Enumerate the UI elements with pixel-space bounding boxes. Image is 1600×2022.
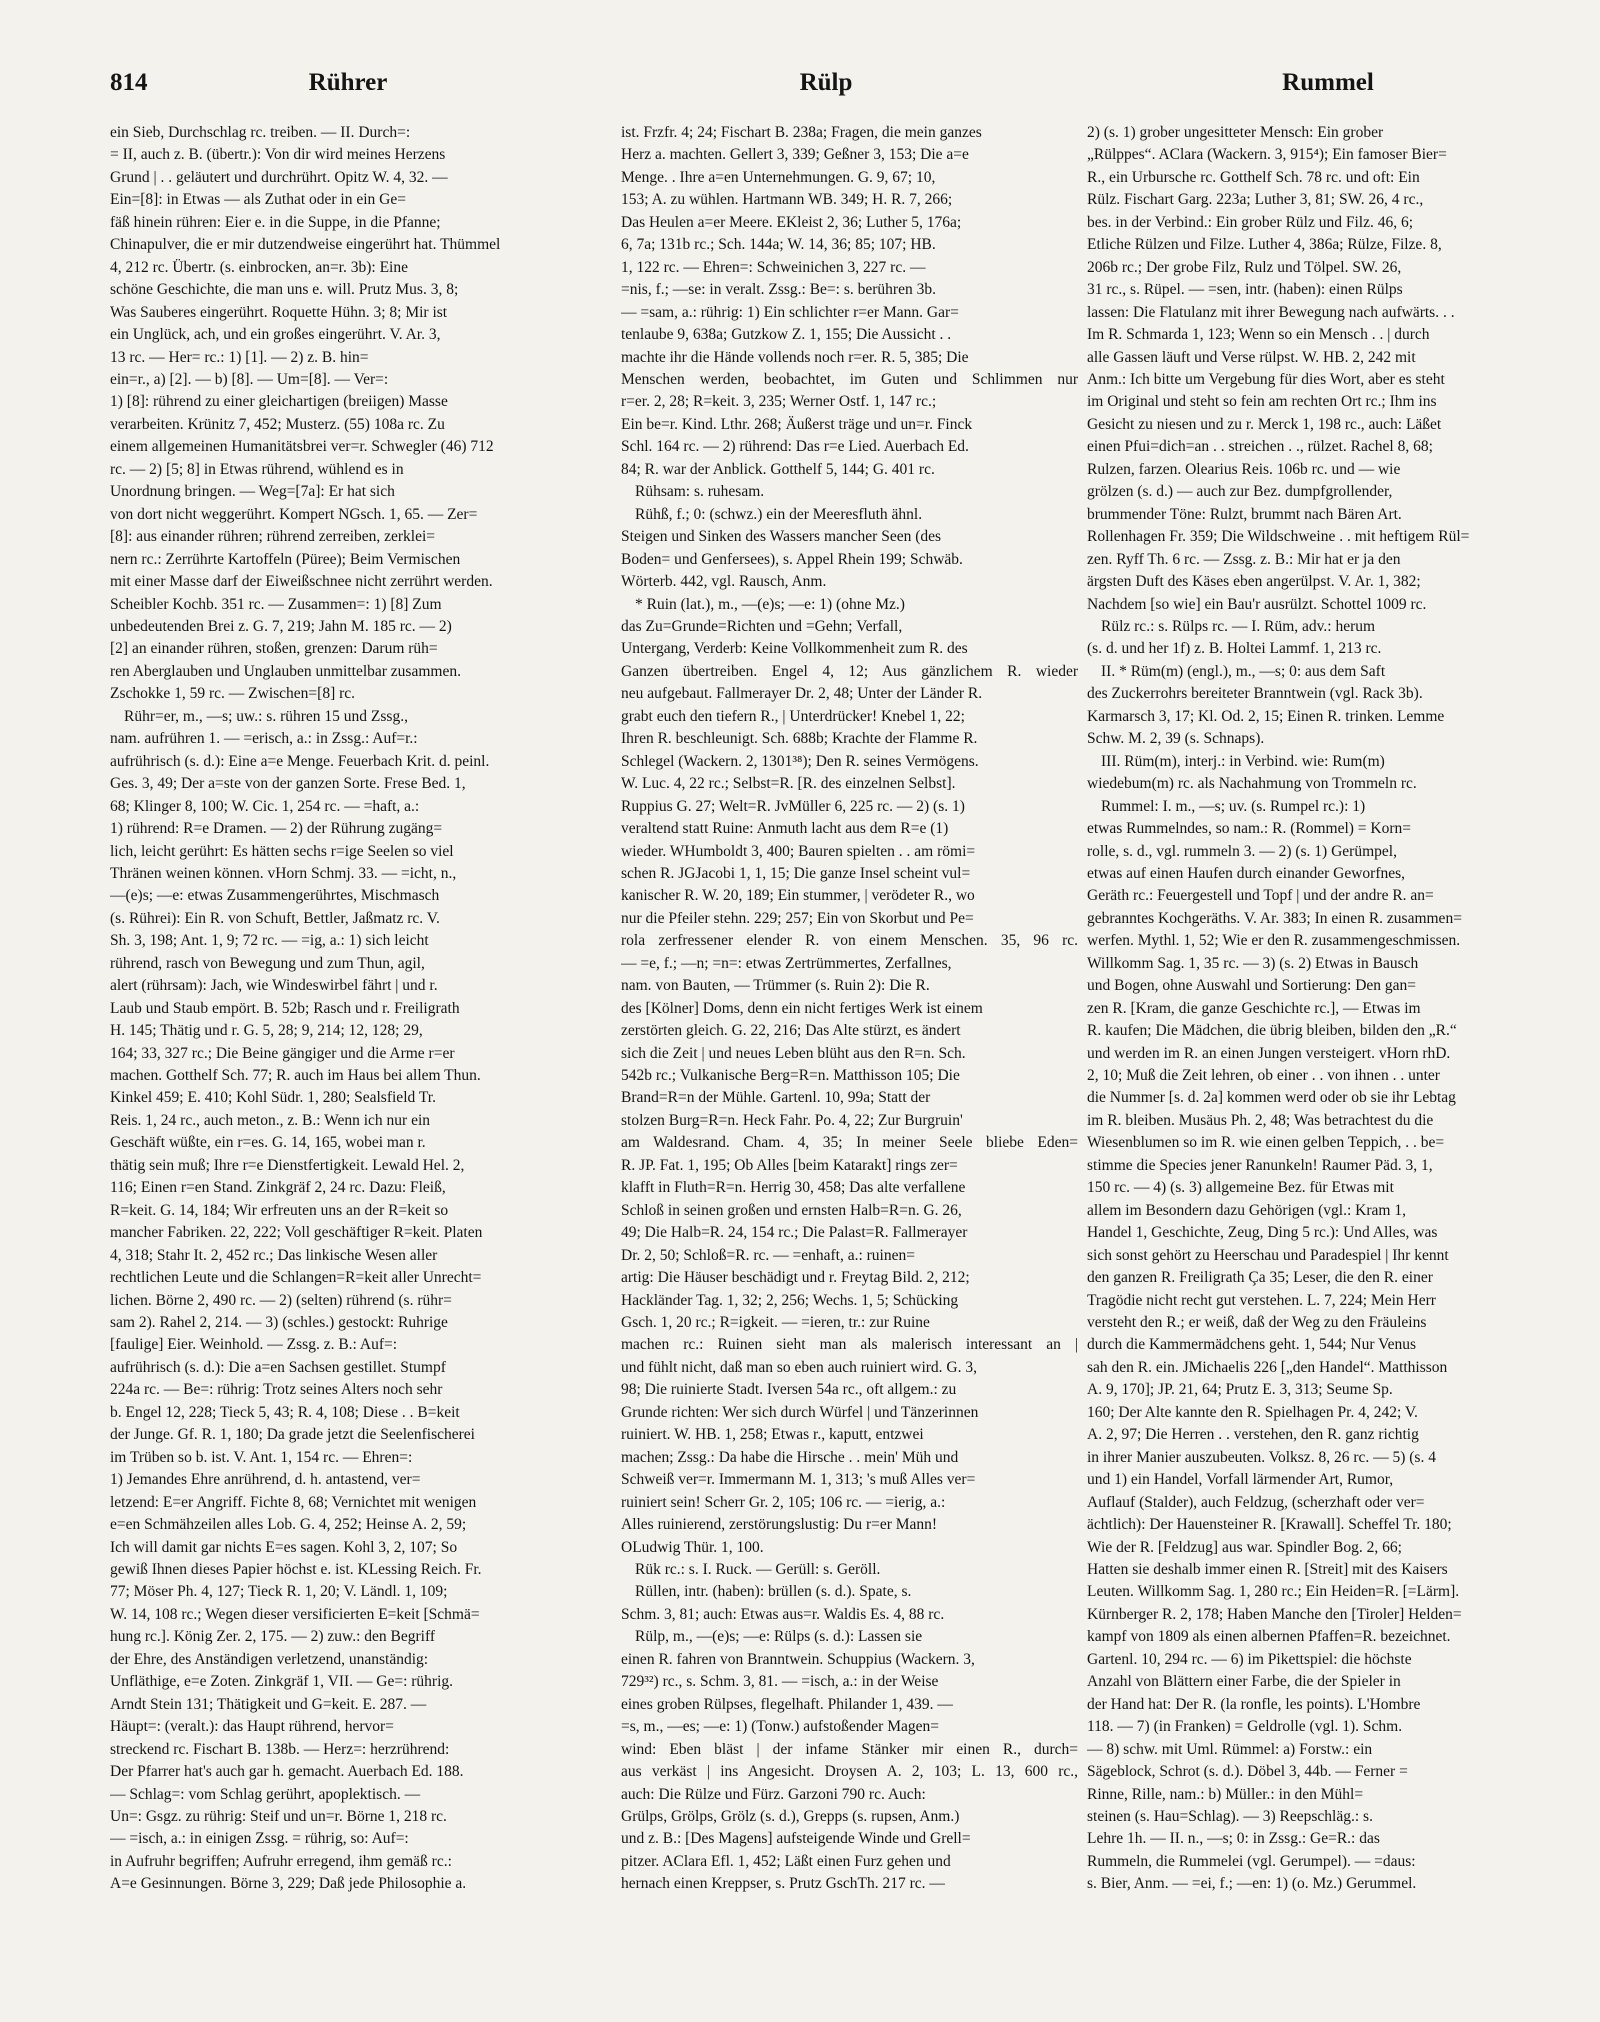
text-line: Scheibler Kochb. 351 rc. — Zusammen=: 1) [8] Zum: [110, 595, 442, 613]
text-line: Rulzen, farzen. Olearius Reis. 106b rc. und — wie: [1087, 460, 1401, 478]
text-line: — 8) schw. mit Uml. Rümmel: a) Forstw.: ein: [1087, 1740, 1373, 1758]
text-line: Rük rc.: s. I. Ruck. — Gerüll: s. Geröll.: [635, 1561, 881, 1578]
text-line: Boden= und Genfersees), s. Appel Rhein 199; Schwäb.: [621, 550, 963, 568]
text-line: W. 14, 108 rc.; Wegen dieser versificierten E=keit [Schmä=: [110, 1605, 480, 1623]
text-line: R=keit. G. 14, 184; Wir erfreuten uns an der R=keit so: [110, 1201, 449, 1219]
text-line: einem allgemeinen Humanitätsbrei ver=r. Schwegler (46) 712: [110, 438, 494, 456]
text-line: zen. Ryff Th. 6 rc. — Zssg. z. B.: Mir hat er ja den: [1087, 550, 1401, 568]
text-line: „Rülppes“. AClara (Wackern. 3, 915⁴); Ein famoser Bier=: [1087, 146, 1447, 164]
text-line: wind: Eben bläst | der infame Stänker mir einen R., durch=: [621, 1740, 1078, 1758]
text-line: — Schlag=: vom Schlag gerührt, apoplektisch. —: [110, 1785, 421, 1803]
text-line: Wörterb. 442, vgl. Rausch, Anm.: [621, 573, 827, 591]
column-2: [621, 122, 1078, 1896]
text-line: und Bogen, ohne Auswahl und Sortierung: Den gan=: [1087, 977, 1417, 995]
text-line: r=er. 2, 28; R=keit. 3, 235; Werner Ostf. 1, 147 rc.;: [621, 393, 937, 411]
text-line: R. kaufen; Die Mädchen, die übrig bleiben, bilden den „R.“: [1087, 1022, 1457, 1040]
text-line: ruiniert sein! Scherr Gr. 2, 105; 106 rc. — =ierig, a.:: [621, 1493, 946, 1511]
text-line: 4, 212 rc. Übertr. (s. einbrocken, an=r. 3b): Eine: [110, 258, 408, 276]
text-line: ruiniert. W. HB. 1, 258; Etwas r., kaputt, entzwei: [621, 1426, 924, 1444]
text-line: kampf von 1809 als einen albernen Pfaffen=R. bezeichnet.: [1087, 1628, 1451, 1646]
text-line: Anm.: Ich bitte um Vergebung für dies Wort, aber es steht: [1087, 370, 1445, 388]
text-line: sich sonst gehört zu Heerschau und Paradespiel | Ihr kennt: [1087, 1246, 1449, 1264]
text-line: machen. Gotthelf Sch. 77; R. auch im Haus bei allem Thun.: [110, 1067, 481, 1085]
text-line: versteht den R.; er weiß, daß der Weg zu den Fräuleins: [1087, 1314, 1427, 1332]
text-line: im Original und steht so fein am rechten Ort rc.; Ihm ins: [1087, 393, 1437, 411]
text-line: Menge. . Ihre a=en Unternehmungen. G. 9, 67; 10,: [621, 168, 936, 186]
text-line: sam 2). Rahel 2, 214. — 3) (schles.) gestockt: Ruhrige: [110, 1314, 448, 1332]
text-line: zen R. [Kram, die ganze Geschichte rc.], — Etwas im: [1087, 999, 1421, 1017]
text-line: unbedeutenden Brei z. G. 7, 219; Jahn M. 185 rc. — 2): [110, 617, 452, 635]
text-line: einen Pfui=dich=an . . streichen . ., rülzet. Rachel 8, 68;: [1087, 438, 1433, 456]
text-line: 1) rührend: R=e Dramen. — 2) der Rührung zugäng=: [110, 820, 443, 838]
text-line: A=e Gesinnungen. Börne 3, 229; Daß jede Philosophie a.: [110, 1875, 467, 1893]
text-line: hung rc.]. König Zer. 2, 175. — 2) zuw.: den Begriff: [110, 1628, 436, 1646]
text-line: Schl. 164 rc. — 2) rührend: Das r=e Lied. Auerbach Ed.: [621, 438, 969, 456]
text-line: Im R. Schmarda 1, 123; Wenn so ein Mensch . . | durch: [1087, 326, 1430, 344]
text-line: Rummeln, die Rummelei (vgl. Gerumpel). — =daus:: [1087, 1852, 1416, 1870]
text-line: rola zerfressener elender R. von einem Menschen. 35, 96 rc.: [621, 932, 1078, 950]
text-line: Handel 1, Geschichte, Zeug, Ding 5 rc.): Und Alles, was: [1087, 1224, 1438, 1242]
text-line: Gartenl. 10, 294 rc. — 6) im Pikettspiel: die höchste: [1087, 1650, 1412, 1668]
text-line: Kürnberger R. 2, 178; Haben Manche den [Tiroler] Helden=: [1087, 1605, 1462, 1623]
text-line: tenlaube 9, 638a; Gutzkow Z. 1, 155; Die Aussicht . .: [621, 326, 952, 344]
text-line: Anzahl von Blättern einer Farbe, die der Spieler in: [1087, 1673, 1401, 1691]
text-line: ren Aberglauben und Unglauben unmittelbar zusammen.: [110, 662, 461, 680]
text-line: mit einer Masse darf der Eiweißschnee nicht zerrührt werden.: [110, 573, 493, 591]
text-line: Schm. 3, 81; auch: Etwas aus=r. Waldis Es. 4, 88 rc.: [621, 1605, 945, 1623]
text-line: [faulige] Eier. Weinhold. — Zssg. z. B.: Auf=:: [110, 1336, 398, 1354]
text-line: 13 rc. — Her= rc.: 1) [1]. — 2) z. B. hin=: [110, 348, 369, 366]
text-line: Das Heulen a=er Meere. EKleist 2, 36; Luther 5, 176a;: [621, 213, 962, 231]
text-line: stimme die Species jener Ranunkeln! Raumer Päd. 3, 1,: [1087, 1156, 1433, 1174]
text-line: Untergang, Verderb: Keine Vollkommenheit zum R. des: [621, 640, 968, 658]
text-line: Rinne, Rille, nam.: b) Müller.: in den Mühl=: [1087, 1785, 1364, 1803]
text-line: Rühr=er, m., —s; uw.: s. rühren 15 und Zssg.,: [124, 707, 408, 725]
text-line: 49; Die Halb=R. 24, 154 rc.; Die Palast=R. Fallmerayer: [621, 1224, 968, 1242]
text-line: III. Rüm(m), interj.: in Verbind. wie: Rum(m): [1101, 752, 1385, 770]
text-line: Chinapulver, die er mir dutzendweise eingerührt hat. Thümmel: [110, 236, 501, 254]
text-line: Laub und Staub empört. B. 52b; Rasch und r. Freiligrath: [110, 999, 460, 1017]
text-line: Alles ruinierend, zerstörungslustig: Du r=er Mann!: [621, 1516, 938, 1534]
text-line: 2) (s. 1) grober ungesitteter Mensch: Ein grober: [1087, 124, 1384, 141]
text-line: OLudwig Thür. 1, 100.: [621, 1538, 764, 1556]
text-line: etwas auf einen Haufen durch einander Geworfnes,: [1087, 864, 1406, 882]
text-line: s. Bier, Anm. — =ei, f.; —en: 1) (o. Mz.) Gerummel.: [1087, 1875, 1417, 1893]
text-line: (s. Rührei): Ein R. von Schuft, Bettler, Jaßmatz rc. V.: [110, 909, 440, 927]
text-line: Herz a. machten. Gellert 3, 339; Geßner 3, 153; Die a=e: [621, 146, 969, 164]
text-line: Schloß in seinen großen und ernsten Halb=R=n. G. 26,: [621, 1201, 962, 1219]
text-line: Geschäft wüßte, ein r=es. G. 14, 165, wobei man r.: [110, 1134, 426, 1152]
text-line: Sh. 3, 198; Ant. 1, 9; 72 rc. — =ig, a.: 1) sich leicht: [110, 932, 429, 950]
text-line: und fühlt nicht, daß man so eben auch ruiniert wird. G. 3,: [621, 1358, 977, 1376]
text-line: Grülps, Grölps, Grölz (s. d.), Grepps (s. rupsen, Anm.): [621, 1807, 960, 1825]
text-line: wieder. WHumboldt 3, 400; Bauren spielten . . am römi=: [621, 842, 976, 860]
text-line: Rülp, m., —(e)s; —e: Rülps (s. d.): Lassen sie: [635, 1628, 923, 1646]
text-line: rührend, rasch von Bewegung und zum Thun, agil,: [110, 954, 425, 972]
text-line: — =e, f.; —n; =n=: etwas Zertrümmertes, Zerfallnes,: [621, 954, 952, 972]
text-line: und werden im R. an einen Jungen versteigert. vHorn rhD.: [1087, 1044, 1451, 1062]
text-line: Grunde richten: Wer sich durch Würfel | und Tänzerinnen: [621, 1403, 979, 1421]
text-line: R. JP. Fat. 1, 195; Ob Alles [beim Katarakt] rings zer=: [621, 1156, 958, 1174]
text-line: Hatten sie deshalb immer einen R. [Streit] mit des Kaisers: [1087, 1561, 1448, 1578]
text-line: ist. Frzfr. 4; 24; Fischart B. 238a; Fragen, die mein ganzes: [621, 124, 982, 141]
text-line: 77; Möser Ph. 4, 127; Tieck R. 1, 20; V. Ländl. 1, 109;: [110, 1583, 448, 1601]
text-line: aus verkäst | ins Angesicht. Droysen A. 2, 103; L. 13, 600 rc.,: [621, 1763, 1078, 1781]
text-line: ächtlich): Der Hauensteiner R. [Krawall]. Scheffel Tr. 180;: [1087, 1516, 1452, 1534]
text-line: (s. d. und her 1f) z. B. Holtei Lammf. 1, 213 rc.: [1087, 640, 1382, 658]
text-line: etwas Rummelndes, so nam.: R. (Rommel) = Korn=: [1087, 820, 1412, 838]
text-line: Karmarsch 3, 17; Kl. Od. 2, 15; Einen R. trinken. Lemme: [1087, 707, 1445, 725]
text-line: H. 145; Thätig und r. G. 5, 28; 9, 214; 12, 128; 29,: [110, 1022, 423, 1040]
text-line: Rollenhagen Fr. 359; Die Wildschweine . . mit heftigem Rül=: [1087, 528, 1470, 546]
text-line: Auflauf (Stalder), auch Feldzug, (scherzhaft oder ver=: [1087, 1493, 1425, 1511]
text-line: eines groben Rülpses, flegelhaft. Philander 1, 439. —: [621, 1695, 953, 1713]
text-line: im Trüben so b. ist. V. Ant. 1, 154 rc. — Ehren=:: [110, 1448, 413, 1466]
text-line: Ges. 3, 49; Der a=ste von der ganzen Sorte. Frese Bed. 1,: [110, 775, 466, 793]
text-line: sah den R. ein. JMichaelis 226 [„den Handel“. Matthisson: [1087, 1358, 1448, 1376]
text-line: der Junge. Gf. R. 1, 180; Da grade jetzt die Seelenfischerei: [110, 1426, 475, 1444]
running-head-right: Rummel: [1282, 69, 1374, 96]
text-line: 729³²) rc., s. Schm. 3, 81. — =isch, a.: in der Weise: [621, 1673, 939, 1691]
text-line: von dort nicht weggerührt. Kompert NGsch. 1, 65. — Zer=: [110, 505, 478, 523]
text-line: Brand=R=n der Mühle. Gartenl. 10, 99a; Statt der: [621, 1089, 931, 1107]
text-line: lich, leicht gerührt: Es hätten sechs r=ige Seelen so viel: [110, 842, 454, 860]
text-line: pitzer. AClara Efl. 1, 452; Läßt einen Furz gehen und: [621, 1852, 951, 1870]
text-line: lichen. Börne 2, 490 rc. — 2) (selten) rührend (s. rühr=: [110, 1291, 452, 1309]
text-line: nur die Pfeiler stehn. 229; 257; Ein von Skorbut und Pe=: [621, 909, 974, 927]
text-line: 116; Einen r=en Stand. Zinkgräf 2, 24 rc. Dazu: Fleiß,: [110, 1179, 446, 1197]
text-line: mancher Fabriken. 22, 222; Voll geschäftiger R=keit. Platen: [110, 1224, 483, 1242]
column-1: [110, 122, 604, 1896]
text-line: klafft in Fluth=R=n. Herrig 30, 458; Das alte verfallene: [621, 1179, 966, 1197]
text-line: ein Unglück, ach, und ein großes eingerührt. V. Ar. 3,: [110, 326, 441, 344]
text-line: rc. — 2) [5; 8] in Etwas rührend, wühlend es in: [110, 460, 404, 478]
text-line: rolle, s. d., vgl. rummeln 3. — 2) (s. 1) Gerümpel,: [1087, 842, 1397, 860]
text-line: Menschen werden, beobachtet, im Guten und Schlimmen nur: [621, 370, 1078, 388]
text-line: Ihren R. beschleunigt. Sch. 688b; Krachte der Flamme R.: [621, 730, 978, 748]
text-line: 2, 10; Muß die Zeit lehren, ob einer . . von ihnen . . unter: [1087, 1067, 1440, 1085]
text-line: ein=r., a) [2]. — b) [8]. — Um=[8]. — Ver=:: [110, 370, 389, 388]
text-line: auch: Die Rülze und Fürz. Garzoni 790 rc. Auch:: [621, 1785, 926, 1803]
text-line: im R. bleiben. Musäus Ph. 2, 48; Was betrachtest du die: [1087, 1111, 1434, 1129]
text-line: hernach einen Kreppser, s. Prutz GschTh. 217 rc. —: [621, 1875, 945, 1893]
text-line: des Zuckerrohrs bereiteter Branntwein (vgl. Rack 3b).: [1087, 685, 1423, 703]
text-line: sich die Zeit | und neues Leben blüht aus den R=n. Sch.: [621, 1044, 966, 1062]
text-line: Unordnung bringen. — Weg=[7a]: Er hat sich: [110, 483, 395, 501]
text-line: in ihrer Manier auszubeuten. Volksz. 8, 26 rc. — 5) (s. 4: [1087, 1448, 1436, 1466]
text-line: II. * Rüm(m) (engl.), m., —s; 0: aus dem Saft: [1101, 662, 1386, 680]
text-line: 118. — 7) (in Franken) = Geldrolle (vgl. 1). Schm.: [1087, 1718, 1403, 1736]
text-line: Lehre 1h. — II. n., —s; 0: in Zssg.: Ge=R.: das: [1087, 1830, 1380, 1848]
text-line: neu aufgebaut. Fallmerayer Dr. 2, 48; Unter der Länder R.: [621, 685, 983, 703]
running-head-center: Rülp: [799, 69, 853, 96]
text-line: brummender Töne: Rulzt, brummt nach Bären Art.: [1087, 505, 1402, 523]
text-line: alert (rührsam): Jach, wie Windeswirbel fährt | und r.: [110, 977, 438, 995]
text-line: 542b rc.; Vulkanische Berg=R=n. Matthisson 105; Die: [621, 1067, 960, 1085]
text-line: Rülz. Fischart Garg. 223a; Luther 3, 81; SW. 26, 4 rc.,: [1087, 191, 1424, 209]
text-line: 6, 7a; 131b rc.; Sch. 144a; W. 14, 36; 85; 107; HB.: [621, 236, 936, 254]
text-line: A. 2, 97; Die Herren . . verstehen, den R. ganz richtig: [1087, 1426, 1419, 1444]
text-line: Was Sauberes eingerührt. Roquette Hühn. 3; 8; Mir ist: [110, 303, 448, 321]
text-line: Rühsam: s. ruhesam.: [635, 483, 765, 501]
running-head-left: Rührer: [308, 69, 388, 96]
text-line: 150 rc. — 4) (s. 3) allgemeine Bez. für Etwas mit: [1087, 1179, 1394, 1197]
text-line: Dr. 2, 50; Schloß=R. rc. — =enhaft, a.: ruinen=: [621, 1246, 915, 1264]
text-line: 224a rc. — Be=: rührig: Trotz seines Alters noch sehr: [110, 1381, 443, 1399]
text-line: ärgsten Duft des Käses eben angerülpst. V. Ar. 1, 382;: [1087, 573, 1421, 591]
text-line: aufrührisch (s. d.): Eine a=e Menge. Feuerbach Krit. d. peinl.: [110, 752, 490, 770]
text-line: des [Kölner] Doms, denn ein nicht fertiges Werk ist einem: [621, 999, 983, 1017]
text-line: Rühß, f.; 0: (schwz.) ein der Meeresfluth ähnl.: [635, 505, 923, 523]
text-line: W. Luc. 4, 22 rc.; Selbst=R. [R. des einzelnen Selbst].: [621, 775, 956, 793]
text-line: machte ihr die Hände vollends noch r=er. R. 5, 385; Die: [621, 348, 969, 366]
text-line: letzend: E=er Angriff. Fichte 8, 68; Vernichtet mit wenigen: [110, 1493, 477, 1511]
text-line: schöne Geschichte, die man uns e. will. Prutz Mus. 3, 8;: [110, 281, 459, 299]
text-line: alle Gassen läuft und Verse rülpst. W. HB. 2, 242 mit: [1087, 348, 1416, 366]
text-line: Schlegel (Wackern. 2, 1301³⁸); Den R. seines Vermögens.: [621, 752, 979, 770]
text-line: 1, 122 rc. — Ehren=: Schweinichen 3, 227 rc. —: [621, 258, 926, 276]
text-line: Ich will damit gar nichts E=es sagen. Kohl 3, 2, 107; So: [110, 1538, 458, 1556]
text-line: in Aufruhr begriffen; Aufruhr erregend, ihm gemäß rc.:: [110, 1852, 452, 1870]
text-line: verarbeiten. Krünitz 7, 452; Musterz. (55) 108a rc. Zu: [110, 415, 445, 433]
text-line: Un=: Gsgz. zu rührig: Steif und un=r. Börne 1, 218 rc.: [110, 1807, 447, 1825]
text-line: Der Pfarrer hat's auch gar h. gemacht. Auerbach Ed. 188.: [110, 1763, 464, 1781]
text-line: * Ruin (lat.), m., —(e)s; —e: 1) (ohne Mz.): [635, 595, 905, 613]
text-line: machen rc.: Ruinen sieht man als malerisch interessant an |: [621, 1336, 1078, 1354]
page-number: 814: [110, 69, 148, 96]
text-line: steinen (s. Hau=Schlag). — 3) Reepschläg.: s.: [1087, 1807, 1373, 1825]
text-line: kanischer R. W. 20, 189; Ein stummer, | verödeter R., wo: [621, 887, 975, 905]
text-line: grölzen (s. d.) — auch zur Bez. dumpfgrollender,: [1087, 483, 1393, 501]
text-line: durch die Kammermädchens geht. 1, 544; Nur Venus: [1087, 1336, 1417, 1354]
text-line: zerstörten gleich. G. 22, 216; Das Alte stürzt, es ändert: [621, 1022, 961, 1040]
text-line: Rüllen, intr. (haben): brüllen (s. d.). Spate, s.: [635, 1583, 912, 1601]
text-line: ein Sieb, Durchschlag rc. treiben. — II. Durch=:: [110, 124, 411, 141]
text-line: thätig sein muß; Ihre r=e Dienstfertigkeit. Lewald Hel. 2,: [110, 1156, 465, 1174]
text-line: Wiesenblumen so im R. wie einen gelben Teppich, . . be=: [1087, 1134, 1445, 1152]
text-line: — =sam, a.: rührig: 1) Ein schlichter r=er Mann. Gar=: [621, 303, 959, 321]
text-line: Steigen und Sinken des Wassers mancher Seen (des: [621, 528, 942, 546]
text-line: 153; A. zu wühlen. Hartmann WB. 349; H. R. 7, 266;: [621, 191, 953, 209]
text-line: Kinkel 459; E. 410; Kohl Südr. 1, 280; Sealsfield Tr.: [110, 1089, 436, 1107]
text-line: 206b rc.; Der grobe Filz, Rulz und Tölpel. SW. 26,: [1087, 258, 1402, 276]
text-line: Rummel: I. m., —s; uv. (s. Rumpel rc.): 1): [1101, 797, 1366, 815]
text-line: e=en Schmähzeilen alles Lob. G. 4, 252; Heinse A. 2, 59;: [110, 1516, 467, 1534]
text-line: einen R. fahren von Branntwein. Schuppius (Wackern. 3,: [621, 1650, 975, 1668]
text-line: schen R. JGJacobi 1, 1, 15; Die ganze Insel scheint vul=: [621, 864, 971, 882]
text-line: die Nummer [s. d. 2a] kommen werd oder ob sie ihr Lebtag: [1087, 1089, 1456, 1107]
text-line: grabt euch den tiefern R., | Unterdrücker! Knebel 1, 22;: [621, 707, 965, 725]
text-line: Etliche Rülzen und Filze. Luther 4, 386a; Rülze, Filze. 8,: [1087, 236, 1442, 254]
text-line: A. 9, 170]; JP. 21, 64; Prutz E. 3, 313; Seume Sp.: [1087, 1381, 1393, 1399]
text-line: 31 rc., s. Rüpel. — =sen, intr. (haben): einen Rülps: [1087, 281, 1403, 299]
text-line: Willkomm Sag. 1, 35 rc. — 3) (s. 2) Etwas in Bausch: [1087, 954, 1419, 972]
text-line: den ganzen R. Freiligrath Ça 35; Leser, die den R. einer: [1087, 1269, 1433, 1287]
text-line: artig: Die Häuser beschädigt und r. Freytag Bild. 2, 212;: [621, 1269, 970, 1287]
text-line: rechtlichen Leute und die Schlangen=R=keit aller Unrecht=: [110, 1269, 482, 1287]
text-line: Ruppius G. 27; Welt=R. JvMüller 6, 225 rc. — 2) (s. 1): [621, 797, 965, 815]
text-line: am Waldesrand. Cham. 4, 35; In meiner Seele bliebe Eden=: [621, 1134, 1078, 1152]
text-line: wiedebum(m) rc. als Nachahmung von Trommeln rc.: [1087, 775, 1417, 793]
text-line: der Hand hat: Der R. (la ronfle, les points). L'Hombre: [1087, 1695, 1421, 1713]
text-line: R., ein Urbursche rc. Gotthelf Sch. 78 rc. und oft: Ein: [1087, 168, 1420, 186]
text-line: Schweiß ver=r. Immermann M. 1, 313; 's muß Alles ver=: [621, 1471, 976, 1489]
text-line: Wie der R. [Feldzug] aus war. Spindler Bog. 2, 66;: [1087, 1538, 1402, 1556]
text-line: Rülz rc.: s. Rülps rc. — I. Rüm, adv.: herum: [1101, 617, 1376, 635]
text-line: allem im Besondern dazu Gehörigen (vgl.: Kram 1,: [1087, 1201, 1406, 1219]
text-line: Gesicht zu niesen und zu r. Merck 1, 198 rc., auch: Läßet: [1087, 415, 1442, 433]
text-line: Nachdem [so wie] ein Bau'r ausrülzt. Schottel 1009 rc.: [1087, 595, 1427, 613]
text-line: Gsch. 1, 20 rc.; R=igkeit. — =ieren, tr.: zur Ruine: [621, 1314, 930, 1332]
text-line: 1) [8]: rührend zu einer gleichartigen (breiigen) Masse: [110, 393, 448, 411]
text-line: —(e)s; —e: etwas Zusammengerührtes, Mischmasch: [110, 887, 440, 905]
text-line: Hackländer Tag. 1, 32; 2, 256; Wechs. 1, 5; Schücking: [621, 1291, 959, 1309]
text-line: — =isch, a.: in einigen Zssg. = rührig, so: Auf=:: [110, 1830, 409, 1848]
column-3: [1087, 122, 1566, 1896]
text-line: veraltend statt Ruine: Anmuth lacht aus dem R=e (1): [621, 820, 949, 838]
text-line: lassen: Die Flatulanz mit ihrer Bewegung nach aufwärts. . .: [1087, 303, 1455, 321]
text-line: 1) Jemandes Ehre anrührend, d. h. antastend, ver=: [110, 1471, 421, 1489]
text-line: Tragödie nicht recht gut verstehen. L. 7, 224; Mein Herr: [1087, 1291, 1436, 1309]
text-line: das Zu=Grunde=Richten und =Gehn; Verfall,: [621, 617, 903, 635]
text-line: und z. B.: [Des Magens] aufsteigende Winde und Grell=: [621, 1830, 971, 1848]
text-line: Ein=[8]: in Etwas — als Zuthat oder in ein Ge=: [110, 191, 406, 209]
text-line: machen; Zssg.: Da habe die Hirsche . . mein' Müh und: [621, 1448, 959, 1466]
text-line: nam. von Bauten, — Trümmer (s. Ruin 2): Die R.: [621, 977, 930, 995]
text-line: 160; Der Alte kannte den R. Spielhagen Pr. 4, 242; V.: [1087, 1403, 1418, 1421]
text-line: fäß hinein rühren: Eier e. in die Suppe, in die Pfanne;: [110, 213, 441, 231]
text-line: 84; R. war der Anblick. Gotthelf 5, 144; G. 401 rc.: [621, 460, 935, 478]
text-line: = II, auch z. B. (übertr.): Von dir wird meines Herzens: [110, 146, 446, 164]
text-line: Sägeblock, Schrot (s. d.). Döbel 3, 44b. — Ferner =: [1087, 1763, 1408, 1781]
text-line: werfen. Mythl. 1, 52; Wie er den R. zusammengeschmissen.: [1087, 932, 1461, 950]
text-line: Leuten. Willkomm Sag. 1, 280 rc.; Ein Heiden=R. [=Lärm].: [1087, 1583, 1460, 1601]
text-line: Arndt Stein 131; Thätigkeit und G=keit. E. 287. —: [110, 1695, 427, 1713]
text-line: nern rc.: Zerrührte Kartoffeln (Püree); Beim Vermischen: [110, 550, 461, 568]
text-line: gebranntes Kochgeräths. V. Ar. 383; In einen R. zusammen=: [1087, 909, 1462, 927]
text-line: und 1) ein Handel, Vorfall lärmender Art, Rumor,: [1087, 1471, 1394, 1489]
text-line: Häupt=: (veralt.): das Haupt rührend, hervor=: [110, 1718, 394, 1736]
text-line: streckend rc. Fischart B. 138b. — Herz=: herzrührend:: [110, 1740, 450, 1758]
text-line: 98; Die ruinierte Stadt. Iversen 54a rc., oft allgem.: zu: [621, 1381, 957, 1399]
text-line: Schw. M. 2, 39 (s. Schnaps).: [1087, 730, 1265, 748]
text-line: Unfläthige, e=e Zoten. Zinkgräf 1, VII. — Ge=: rührig.: [110, 1673, 454, 1691]
text-line: stolzen Burg=R=n. Heck Fahr. Po. 4, 22; Zur Burgruin': [621, 1111, 963, 1129]
text-line: [8]: aus einander rühren; rührend zerreiben, zerklei=: [110, 528, 436, 546]
text-line: 164; 33, 327 rc.; Die Beine gängiger und die Arme r=er: [110, 1044, 455, 1062]
text-line: Thränen weinen können. vHorn Schmj. 33. — =icht, n.,: [110, 864, 457, 882]
text-line: Reis. 1, 24 rc., auch meton., z. B.: Wenn ich nur ein: [110, 1111, 431, 1129]
text-line: Grund | . . geläutert und durchrührt. Opitz W. 4, 32. —: [110, 168, 448, 186]
text-line: [2] an einander rühren, stoßen, grenzen: Darum rüh=: [110, 640, 438, 658]
text-line: nam. aufrühren 1. — =erisch, a.: in Zssg.: Auf=r.:: [110, 730, 418, 748]
text-line: der Ehre, des Anständigen verletzend, unanständig:: [110, 1650, 429, 1668]
text-line: 4, 318; Stahr It. 2, 452 rc.; Das linkische Wesen aller: [110, 1246, 438, 1264]
text-line: 68; Klinger 8, 100; W. Cic. 1, 254 rc. — =haft, a.:: [110, 797, 420, 815]
text-line: Ein be=r. Kind. Lthr. 268; Äußerst träge und un=r. Finck: [621, 415, 973, 433]
text-line: Geräth rc.: Feuergestell und Topf | und der andre R. an=: [1087, 887, 1434, 905]
text-line: aufrührisch (s. d.): Die a=en Sachsen gestillet. Stumpf: [110, 1358, 446, 1376]
text-line: gewiß Ihnen dieses Papier höchst e. ist. KLessing Reich. Fr.: [110, 1561, 482, 1578]
text-line: bes. in der Verbind.: Ein grober Rülz und Filz. 46, 6;: [1087, 213, 1414, 231]
text-line: =nis, f.; —se: in veralt. Zssg.: Be=: s. berühren 3b.: [621, 281, 936, 299]
text-line: Ganzen übertreiben. Engel 4, 12; Aus gänzlichem R. wieder: [621, 662, 1078, 680]
text-line: b. Engel 12, 228; Tieck 5, 43; R. 4, 108; Diese . . B=keit: [110, 1403, 460, 1421]
text-line: Zschokke 1, 59 rc. — Zwischen=[8] rc.: [110, 685, 356, 703]
text-line: =s, m., —es; —e: 1) (Tonw.) aufstoßender Magen=: [621, 1718, 939, 1736]
